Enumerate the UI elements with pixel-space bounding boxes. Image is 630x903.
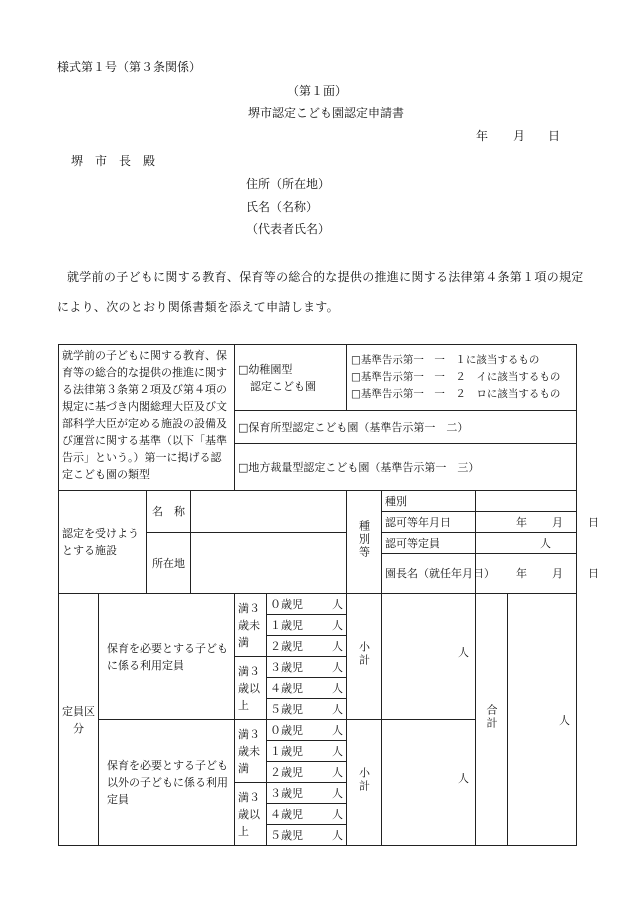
- page-label: （第１面）: [287, 84, 348, 98]
- intro-line-2: により、次のとおり関係書類を添えて申請します。: [57, 300, 339, 314]
- facility-name-value[interactable]: [191, 491, 347, 533]
- kind-value[interactable]: [476, 491, 577, 512]
- standard-options: [347, 345, 577, 411]
- group-1-over3-label: 満３歳以上: [235, 657, 267, 720]
- document-title: 堺市認定こども園認定申請書: [248, 106, 405, 120]
- group-2-age-1: １歳児 人: [267, 741, 347, 762]
- local-type-option[interactable]: □地方裁量型認定こども園（基準告示第一 三）: [235, 444, 577, 491]
- group-2-over3-label: 満３歳以上: [235, 783, 267, 846]
- standard-option-3[interactable]: □基準告示第一 一 ２ ロに該当するもの: [351, 388, 561, 400]
- form-number: 様式第１号（第３条関係）: [57, 60, 202, 74]
- principal-label: 園長名（就任年月日）: [382, 554, 476, 594]
- facility-type-label: 就学前の子どもに関する教育、保育等の総合的な提供の推進に関する法律第３条第２項及び第４項の規定に基づき内閣総理大臣及び文部科学大臣が定める施設の設備及び運営に関する基準（以下「基準告示」という。）第一に掲げる認定こども園の類型: [59, 345, 235, 491]
- group-1-label: 保育を必要とする子どもに係る利用定員: [99, 594, 235, 720]
- kindergarten-type-label-2: 認定こども園: [250, 379, 316, 393]
- approval-date-label: 認可等年月日: [382, 512, 476, 533]
- approval-date-value[interactable]: 年 月 日: [476, 512, 577, 533]
- facility-label: 認定を受けようとする施設: [59, 491, 147, 594]
- group-1-subtotal-value[interactable]: 人: [382, 594, 476, 720]
- group-2-age-5: ５歳児 人: [267, 825, 347, 846]
- application-table: [58, 344, 600, 846]
- category-label: 種別等: [347, 491, 382, 594]
- nursery-type-option[interactable]: □保育所型認定こども園（基準告示第一 二）: [235, 411, 577, 444]
- capacity-label: 認可等定員: [382, 533, 476, 554]
- address-label: 住所（所在地）: [246, 177, 331, 191]
- group-2-age-3: ３歳児 人: [267, 783, 347, 804]
- capacity-value[interactable]: 人: [476, 533, 577, 554]
- name-label: 氏名（名称）: [246, 200, 319, 214]
- date-year-label: 年: [476, 129, 489, 143]
- group-1-under3-label: 満３歳未満: [235, 594, 267, 657]
- group-2-subtotal-value[interactable]: 人: [382, 720, 476, 846]
- group-2-age-4: ４歳児 人: [267, 804, 347, 825]
- group-2-age-2: ２歳児 人: [267, 762, 347, 783]
- group-2-label: 保育を必要とする子ども以外の子どもに係る利用定員: [99, 720, 235, 846]
- standard-option-2[interactable]: □基準告示第一 一 ２ イに該当するもの: [351, 371, 561, 383]
- capacity-section-label: 定員区分: [59, 594, 99, 846]
- date-day-label: 日: [548, 129, 561, 143]
- kind-label: 種別: [382, 491, 476, 512]
- group-1-age-0: ０歳児 人: [267, 594, 347, 615]
- group-1-age-2: ２歳児 人: [267, 636, 347, 657]
- total-value[interactable]: 人: [508, 594, 577, 846]
- intro-paragraph: [57, 262, 587, 322]
- group-1-age-1: １歳児 人: [267, 615, 347, 636]
- principal-date-value[interactable]: 年 月 日: [476, 554, 577, 594]
- total-label: 合計: [476, 594, 508, 846]
- representative-label: （代表者氏名）: [246, 222, 331, 236]
- location-label: 所在地: [147, 533, 191, 594]
- group-2-age-0: ０歳児 人: [267, 720, 347, 741]
- group-1-subtotal-label: 小計: [347, 594, 382, 720]
- facility-name-label: 名 称: [147, 491, 191, 533]
- group-2-under3-label: 満３歳未満: [235, 720, 267, 783]
- date-month-label: 月: [513, 129, 526, 143]
- kindergarten-type-checkbox-label: □幼稚園型: [238, 362, 293, 376]
- intro-line-1: 就学前の子どもに関する教育、保育等の総合的な提供の推進に関する法律第４条第１項の規定: [67, 270, 584, 284]
- group-1-age-4: ４歳児 人: [267, 678, 347, 699]
- addressee: 堺 市 長 殿: [71, 154, 156, 168]
- location-value[interactable]: [191, 533, 347, 594]
- standard-option-1[interactable]: □基準告示第一 一 １に該当するもの: [351, 354, 540, 366]
- group-2-subtotal-label: 小計: [347, 720, 382, 846]
- group-1-age-5: ５歳児 人: [267, 699, 347, 720]
- kindergarten-type-cell[interactable]: [235, 345, 347, 411]
- group-1-age-3: ３歳児 人: [267, 657, 347, 678]
